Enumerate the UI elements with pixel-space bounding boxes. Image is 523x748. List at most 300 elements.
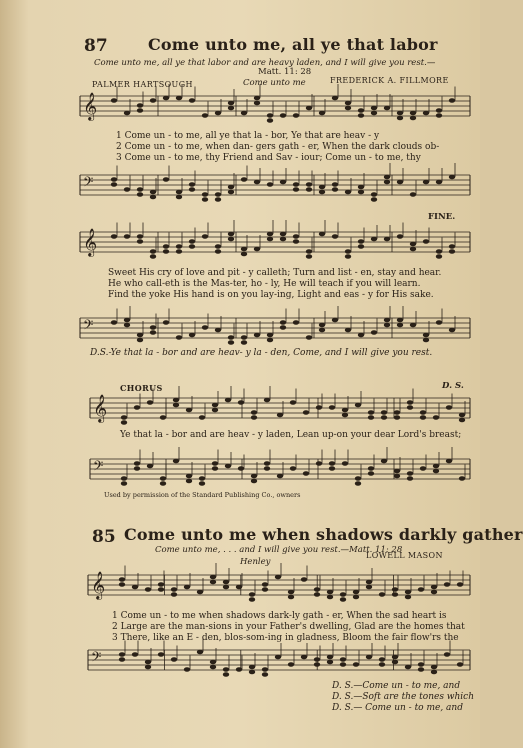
note-head <box>293 113 299 118</box>
lyric-line: Sweet His cry of love and pit - y calleth; Turn and list - en, stay and hear. <box>108 268 442 278</box>
hymn-number: 87 <box>84 36 108 56</box>
note-head <box>436 180 442 185</box>
note-head <box>358 108 364 113</box>
note-head <box>176 244 182 249</box>
note-head <box>236 585 242 590</box>
note-head <box>223 672 229 677</box>
note-head <box>173 459 179 464</box>
note-head <box>319 185 325 190</box>
note-head <box>124 111 130 116</box>
note-head <box>251 474 257 479</box>
note-head <box>280 232 286 237</box>
note-head <box>306 106 312 111</box>
note-head <box>228 335 234 340</box>
note-head <box>275 655 281 660</box>
note-head <box>371 192 377 197</box>
note-head <box>444 582 450 587</box>
note-head <box>410 192 416 197</box>
note-head <box>158 652 164 657</box>
note-head <box>277 474 283 479</box>
note-head <box>306 335 312 340</box>
lyric-line: 3 Come un - to me, thy Friend and Sav - iour; Come un - to me, thy <box>116 153 421 163</box>
note-head <box>342 408 348 413</box>
bass-clef: 𝄢 <box>83 174 94 193</box>
note-head <box>405 665 411 670</box>
note-head <box>384 106 390 111</box>
note-head <box>264 398 270 403</box>
note-head <box>384 323 390 328</box>
note-head <box>420 415 426 420</box>
note-head <box>449 249 455 254</box>
bass-clef: 𝄢 <box>83 317 94 336</box>
note-head <box>241 247 247 252</box>
note-head <box>254 333 260 338</box>
note-head <box>215 197 221 202</box>
note-head <box>163 320 169 325</box>
note-head <box>384 237 390 242</box>
note-head <box>319 232 325 237</box>
note-head <box>228 190 234 195</box>
note-head <box>267 118 273 123</box>
note-head <box>288 590 294 595</box>
note-head <box>280 320 286 325</box>
note-head <box>371 111 377 116</box>
note-head <box>215 249 221 254</box>
note-head <box>392 587 398 592</box>
note-head <box>355 481 361 486</box>
note-head <box>446 405 452 410</box>
note-head <box>303 410 309 415</box>
note-head <box>241 335 247 340</box>
note-head <box>394 415 400 420</box>
note-head <box>210 660 216 665</box>
note-head <box>379 592 385 597</box>
note-head <box>397 116 403 121</box>
note-head <box>236 667 242 672</box>
note-head <box>150 190 156 195</box>
note-head <box>197 650 203 655</box>
note-head <box>145 665 151 670</box>
lyric-line: 3 There, like an E - den, blos-som-ing in gladness, Bloom the fair flow'rs the <box>112 633 459 643</box>
note-head <box>119 652 125 657</box>
note-head <box>319 111 325 116</box>
note-head <box>228 340 234 345</box>
note-head <box>199 481 205 486</box>
note-head <box>262 587 268 592</box>
note-head <box>407 405 413 410</box>
note-head <box>121 415 127 420</box>
note-head <box>150 325 156 330</box>
note-head <box>160 415 166 420</box>
note-head <box>111 182 117 187</box>
note-head <box>345 249 351 254</box>
note-head <box>212 466 218 471</box>
note-head <box>210 580 216 585</box>
note-head <box>238 466 244 471</box>
note-head <box>189 98 195 103</box>
note-head <box>366 580 372 585</box>
note-head <box>345 106 351 111</box>
note-head <box>436 254 442 259</box>
note-head <box>410 116 416 121</box>
note-head <box>327 590 333 595</box>
note-head <box>316 405 322 410</box>
note-head <box>306 187 312 192</box>
composer: PALMER HARTSOUGH <box>92 80 193 89</box>
note-head <box>212 403 218 408</box>
note-head <box>225 464 231 469</box>
note-head <box>436 249 442 254</box>
note-head <box>202 113 208 118</box>
note-head <box>379 662 385 667</box>
note-head <box>423 338 429 343</box>
note-head <box>457 582 463 587</box>
note-head <box>397 180 403 185</box>
note-head <box>134 405 140 410</box>
note-head <box>446 459 452 464</box>
note-head <box>368 410 374 415</box>
note-head <box>249 670 255 675</box>
note-head <box>332 96 338 101</box>
note-head <box>251 479 257 484</box>
note-head <box>293 320 299 325</box>
note-head <box>449 175 455 180</box>
lyric-line: 1 Come un - to me when shadows dark-ly gath - er, When the sad heart is <box>112 611 447 621</box>
note-head <box>280 180 286 185</box>
note-head <box>410 242 416 247</box>
note-head <box>176 335 182 340</box>
note-head <box>238 400 244 405</box>
note-head <box>202 234 208 239</box>
note-head <box>314 592 320 597</box>
note-head <box>111 320 117 325</box>
note-head <box>397 234 403 239</box>
note-head <box>405 590 411 595</box>
scripture-text: Come unto me, . . . and I will give you rest.—Matt. 11: 28 <box>155 545 403 555</box>
lyric-line: 2 Large are the man-sions in your Father's dwelling, Glad are the homes that <box>112 622 465 632</box>
note-head <box>225 398 231 403</box>
note-head <box>433 464 439 469</box>
note-head <box>436 113 442 118</box>
note-head <box>353 595 359 600</box>
note-head <box>280 325 286 330</box>
note-head <box>358 244 364 249</box>
note-head <box>137 192 143 197</box>
note-head <box>121 481 127 486</box>
note-head <box>449 328 455 333</box>
note-head <box>163 249 169 254</box>
note-head <box>397 318 403 323</box>
note-head <box>436 108 442 113</box>
note-head <box>147 400 153 405</box>
note-head <box>371 237 377 242</box>
treble-clef: 𝄞 <box>93 394 108 422</box>
note-head <box>384 180 390 185</box>
note-head <box>371 197 377 202</box>
note-head <box>251 410 257 415</box>
note-head <box>407 471 413 476</box>
note-head <box>215 244 221 249</box>
author: FREDERICK A. FILLMORE <box>330 76 449 85</box>
note-head <box>132 585 138 590</box>
note-head <box>280 113 286 118</box>
ds-line: D. S.— Come un - to me, and <box>332 703 463 713</box>
note-head <box>124 318 130 323</box>
note-head <box>202 192 208 197</box>
note-head <box>137 338 143 343</box>
note-head <box>449 98 455 103</box>
note-head <box>394 469 400 474</box>
note-head <box>124 187 130 192</box>
note-head <box>355 476 361 481</box>
note-head <box>212 408 218 413</box>
note-head <box>189 333 195 338</box>
note-head <box>202 197 208 202</box>
note-head <box>306 254 312 259</box>
note-head <box>176 96 182 101</box>
note-head <box>186 479 192 484</box>
note-head <box>303 471 309 476</box>
note-head <box>410 247 416 252</box>
ds-line: D.S.-Ye that la - bor and are heav- y la - den, Come, and I will give you rest. <box>90 348 433 358</box>
note-head <box>290 400 296 405</box>
note-head <box>459 418 465 423</box>
note-head <box>186 474 192 479</box>
note-head <box>171 592 177 597</box>
note-head <box>223 585 229 590</box>
note-head <box>329 405 335 410</box>
note-head <box>137 103 143 108</box>
note-head <box>251 415 257 420</box>
note-head <box>111 177 117 182</box>
ds-line: D. S.—Come un - to me, and <box>332 681 461 691</box>
note-head <box>223 667 229 672</box>
note-head <box>293 182 299 187</box>
note-head <box>173 398 179 403</box>
note-head <box>397 111 403 116</box>
note-head <box>163 244 169 249</box>
note-head <box>145 587 151 592</box>
note-head <box>264 466 270 471</box>
note-head <box>368 466 374 471</box>
note-head <box>228 101 234 106</box>
note-head <box>199 476 205 481</box>
note-head <box>176 190 182 195</box>
bass-clef: 𝄢 <box>91 649 102 668</box>
composer: LOWELL MASON <box>366 551 443 560</box>
note-head <box>368 415 374 420</box>
note-head <box>301 577 307 582</box>
note-head <box>345 190 351 195</box>
note-head <box>353 590 359 595</box>
note-head <box>134 466 140 471</box>
note-head <box>119 657 125 662</box>
note-head <box>210 665 216 670</box>
note-head <box>332 318 338 323</box>
note-head <box>345 101 351 106</box>
note-head <box>288 595 294 600</box>
note-head <box>345 254 351 259</box>
note-head <box>137 239 143 244</box>
note-head <box>145 660 151 665</box>
note-head <box>147 464 153 469</box>
tune-name: Come unto me <box>243 78 306 88</box>
note-head <box>249 592 255 597</box>
note-head <box>314 587 320 592</box>
note-head <box>449 244 455 249</box>
note-head <box>249 597 255 602</box>
note-head <box>277 413 283 418</box>
note-head <box>173 403 179 408</box>
ds-mark: D. S. <box>442 381 464 391</box>
note-head <box>407 400 413 405</box>
note-head <box>293 239 299 244</box>
note-head <box>407 476 413 481</box>
note-head <box>340 657 346 662</box>
note-head <box>384 318 390 323</box>
lyric-line: 1 Come un - to me, all ye that la - bor, Ye that are heav - y <box>116 131 380 141</box>
hymn-title: Come unto me, all ye that labor <box>148 35 438 54</box>
note-head <box>444 652 450 657</box>
note-head <box>420 466 426 471</box>
note-head <box>189 244 195 249</box>
note-head <box>459 413 465 418</box>
note-head <box>319 190 325 195</box>
note-head <box>371 330 377 335</box>
note-head <box>371 106 377 111</box>
note-head <box>267 333 273 338</box>
note-head <box>150 195 156 200</box>
lyric-line: He who call-eth is the Mas-ter, ho - ly, He will teach if you will learn. <box>108 279 421 289</box>
note-head <box>189 182 195 187</box>
note-head <box>262 582 268 587</box>
note-head <box>132 652 138 657</box>
note-head <box>358 113 364 118</box>
note-head <box>124 234 130 239</box>
note-head <box>124 323 130 328</box>
note-head <box>228 106 234 111</box>
note-head <box>241 111 247 116</box>
note-head <box>267 338 273 343</box>
note-head <box>394 474 400 479</box>
note-head <box>228 185 234 190</box>
note-head <box>288 662 294 667</box>
note-head <box>418 667 424 672</box>
note-head <box>264 461 270 466</box>
note-head <box>134 461 140 466</box>
note-head <box>267 237 273 242</box>
note-head <box>267 113 273 118</box>
note-head <box>199 415 205 420</box>
note-head <box>405 595 411 600</box>
note-head <box>327 660 333 665</box>
note-head <box>381 415 387 420</box>
note-head <box>137 108 143 113</box>
note-head <box>368 471 374 476</box>
note-head <box>121 420 127 425</box>
hymn-number: 85 <box>92 527 116 547</box>
note-head <box>121 476 127 481</box>
note-head <box>254 247 260 252</box>
note-head <box>394 410 400 415</box>
note-head <box>137 234 143 239</box>
note-head <box>332 182 338 187</box>
note-head <box>355 403 361 408</box>
note-head <box>327 595 333 600</box>
note-head <box>228 237 234 242</box>
note-head <box>345 328 351 333</box>
note-head <box>212 461 218 466</box>
note-head <box>366 585 372 590</box>
note-head <box>410 323 416 328</box>
note-head <box>163 96 169 101</box>
note-head <box>423 180 429 185</box>
note-head <box>228 232 234 237</box>
note-head <box>418 662 424 667</box>
note-head <box>184 667 190 672</box>
note-head <box>392 655 398 660</box>
note-head <box>366 655 372 660</box>
note-head <box>249 665 255 670</box>
note-head <box>379 657 385 662</box>
note-head <box>241 252 247 257</box>
note-head <box>119 577 125 582</box>
note-head <box>254 101 260 106</box>
note-head <box>267 232 273 237</box>
lyric-line: Ye that la - bor and are heav - y laden, Lean up-on your dear Lord's breast; <box>120 430 462 440</box>
permission-note: Used by permission of the Standard Publishing Co., owners <box>104 491 301 499</box>
note-head <box>171 587 177 592</box>
note-head <box>340 662 346 667</box>
bass-clef: 𝄢 <box>93 458 104 477</box>
note-head <box>342 413 348 418</box>
note-head <box>184 585 190 590</box>
note-head <box>319 328 325 333</box>
note-head <box>358 190 364 195</box>
note-head <box>111 234 117 239</box>
note-head <box>306 249 312 254</box>
note-head <box>137 333 143 338</box>
note-head <box>280 237 286 242</box>
note-head <box>423 239 429 244</box>
note-head <box>241 340 247 345</box>
note-head <box>457 662 463 667</box>
note-head <box>433 415 439 420</box>
note-head <box>189 239 195 244</box>
treble-clef: 𝄞 <box>83 228 98 256</box>
scripture-reference: Matt. 11: 28 <box>258 67 312 77</box>
note-head <box>418 587 424 592</box>
note-head <box>340 592 346 597</box>
chorus-label: CHORUS <box>120 383 163 393</box>
note-head <box>150 254 156 259</box>
note-head <box>176 249 182 254</box>
note-head <box>384 175 390 180</box>
note-head <box>431 585 437 590</box>
note-head <box>160 481 166 486</box>
note-head <box>241 177 247 182</box>
note-head <box>431 670 437 675</box>
note-head <box>202 325 208 330</box>
note-head <box>358 239 364 244</box>
note-head <box>293 234 299 239</box>
note-head <box>215 111 221 116</box>
note-head <box>381 410 387 415</box>
note-head <box>150 98 156 103</box>
note-head <box>397 323 403 328</box>
note-head <box>254 180 260 185</box>
note-head <box>358 185 364 190</box>
